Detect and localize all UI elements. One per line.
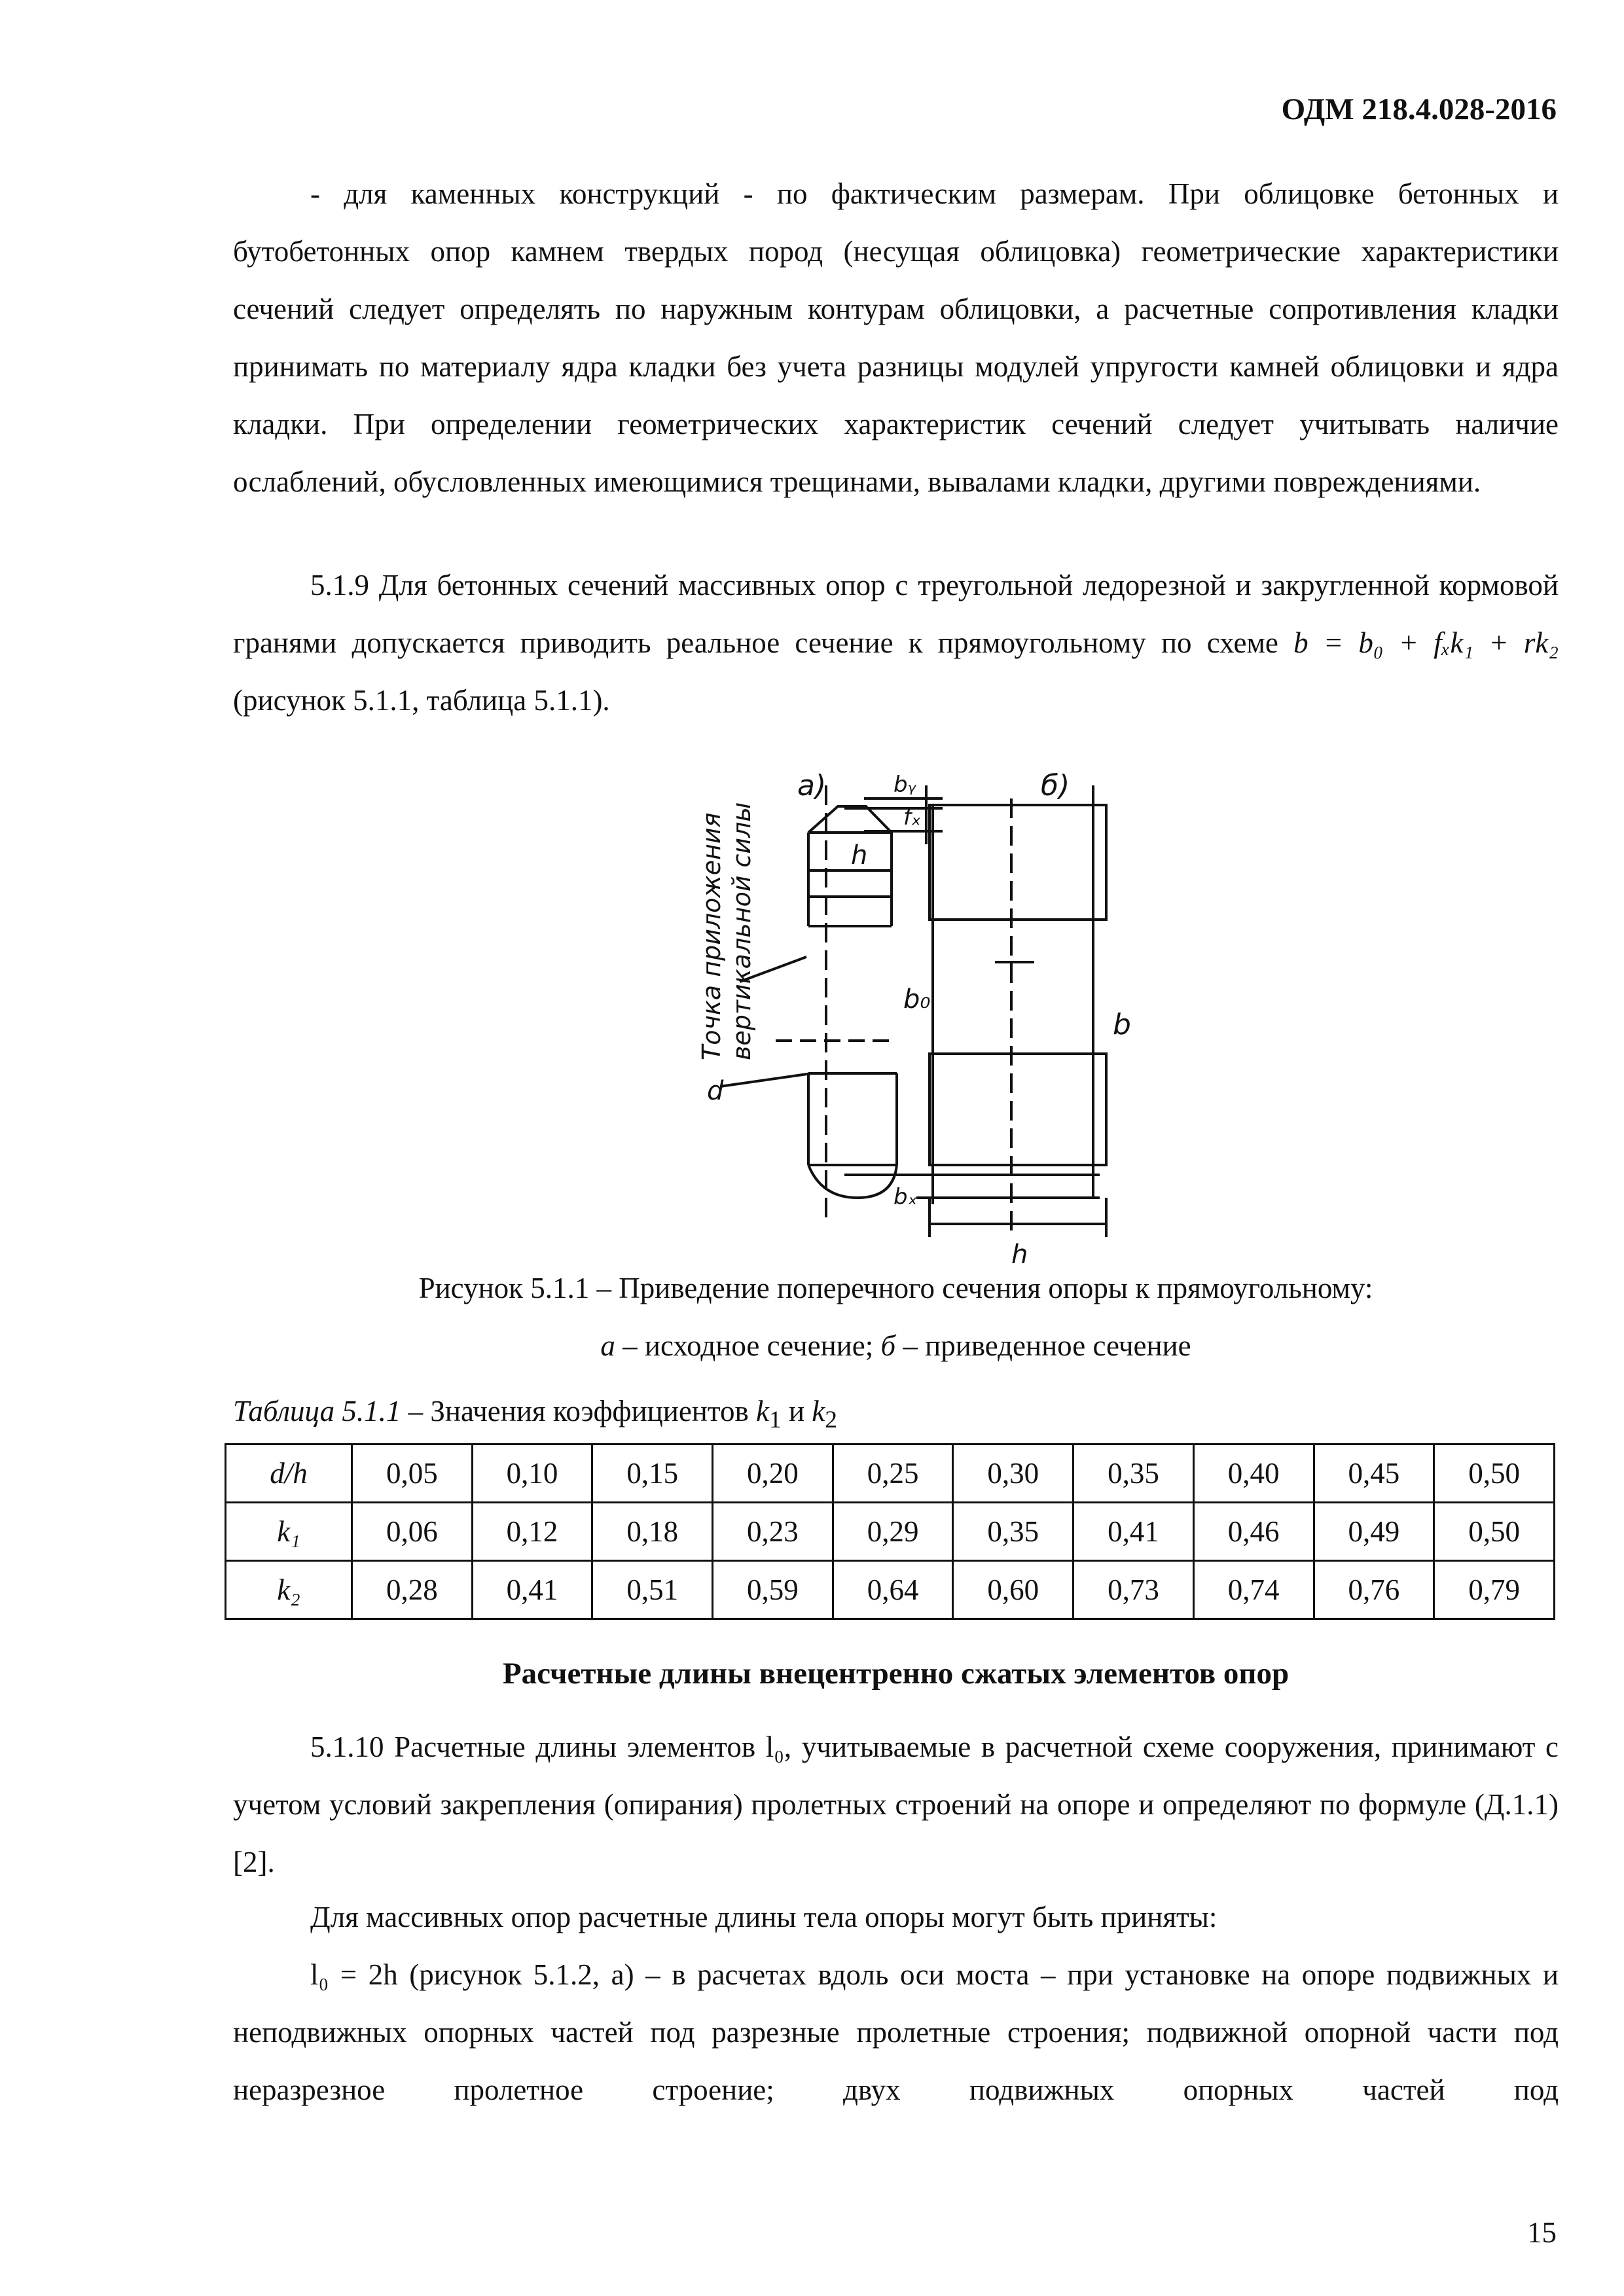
figure-label-b: б) [1041, 769, 1070, 802]
table-cell: 0,29 [833, 1503, 953, 1561]
table-cell: 0,76 [1314, 1561, 1434, 1619]
figure-label-a: а) [797, 769, 827, 802]
dim-d: d [707, 1076, 724, 1106]
paragraph-text: 5.1.9 Для бетонных сечений массивных опор с треугольной ледорезной и закругленной кормовой гранями допускается приводить реальное сечение к прямоугольному по схеме [233, 569, 1559, 659]
table-row [226, 1503, 1555, 1561]
paragraph-masonry [233, 165, 1559, 511]
side-text-2: вертикальной силы [727, 802, 756, 1060]
table-cell: 0,74 [1193, 1561, 1314, 1619]
table-cell: 0,35 [1074, 1444, 1194, 1503]
row-label: d/h [226, 1444, 352, 1503]
table-title: Таблица 5.1.1 – Значения коэффициентов $k_1$ и $k_2$ [233, 1395, 838, 1433]
caption-mid: – исходное сечение; [615, 1329, 881, 1362]
table-title-text: – Значения коэффициентов [401, 1395, 756, 1427]
figure-5-1-1 [668, 746, 1257, 1270]
table-cell: 0,10 [472, 1444, 592, 1503]
figure-caption-line1: Рисунок 5.1.1 – Приведение поперечного сечения опоры к прямоугольному: [418, 1272, 1373, 1304]
paragraph-tail: (рисунок 5.1.1, таблица 5.1.1). [233, 684, 610, 717]
table-cell: 0,50 [1434, 1503, 1555, 1561]
dim-b: b [1113, 1008, 1131, 1041]
paragraph-massive-supports [233, 1888, 1559, 1946]
paragraph-text: l₀ = 2h (рисунок 5.1.2, а) – в расчетах вдоль оси моста – при установке на опоре подвижных и неподвижных опорных частей под разрезные пролетные строения; подвижной опорной части под неразрезное пролетное строение; двух подвижных опорных частей под [233, 1958, 1559, 2106]
figure-caption-line2 [233, 1329, 1559, 1363]
table-cell: 0,30 [953, 1444, 1074, 1503]
formula: b = b₀ + fₓk₁ + rk₂ [1293, 626, 1559, 659]
table-cell: 0,25 [833, 1444, 953, 1503]
dim-bx: bₓ [893, 1184, 918, 1210]
row-label: k₂ [226, 1561, 352, 1619]
table-cell: 0,59 [713, 1561, 833, 1619]
table-cell: 0,20 [713, 1444, 833, 1503]
section-b-bottom [929, 1054, 1106, 1165]
side-text-1: Точка приложения [697, 812, 726, 1060]
paragraph-text: Для массивных опор расчетные длины тела опоры могут быть приняты: [310, 1901, 1218, 1933]
table-cell: 0,51 [592, 1561, 713, 1619]
table-cell: 0,41 [1074, 1503, 1194, 1561]
dim-b0: b₀ [903, 984, 931, 1014]
section-title: Расчетные длины внецентренно сжатых элементов опор [502, 1657, 1290, 1691]
paragraph-l0-2h [233, 1946, 1559, 2119]
table-cell: 0,23 [713, 1503, 833, 1561]
coefficients-table [225, 1443, 1555, 1620]
caption-end: – приведенное сечение [895, 1329, 1191, 1362]
page-number: 15 [1527, 2216, 1557, 2249]
document-code: ОДМ 218.4.028-2016 [1281, 92, 1557, 126]
table-cell: 0,79 [1434, 1561, 1555, 1619]
table-cell: 0,28 [352, 1561, 473, 1619]
table-title-number: Таблица 5.1.1 [233, 1395, 401, 1427]
table-row [226, 1444, 1555, 1503]
table-cell: 0,18 [592, 1503, 713, 1561]
table-cell: 0,60 [953, 1561, 1074, 1619]
dim-h-a: h [851, 840, 868, 870]
paragraph-5-1-9 [233, 556, 1559, 729]
table-cell: 0,06 [352, 1503, 473, 1561]
table-cell: 0,35 [953, 1503, 1074, 1561]
table-cell: 0,64 [833, 1561, 953, 1619]
table-cell: 0,05 [352, 1444, 473, 1503]
caption-a: а [600, 1329, 615, 1362]
table-title-and: и [781, 1395, 812, 1427]
table-cell: 0,15 [592, 1444, 713, 1503]
dim-by: bᵧ [893, 772, 916, 798]
dim-h-b: h [1011, 1240, 1028, 1270]
paragraph-5-1-10 [233, 1718, 1559, 1891]
table-cell: 0,12 [472, 1503, 592, 1561]
table-cell: 0,49 [1314, 1503, 1434, 1561]
section-b-top [929, 805, 1106, 920]
caption-b: б [880, 1329, 896, 1362]
table-cell: 0,45 [1314, 1444, 1434, 1503]
table-cell: 0,41 [472, 1561, 592, 1619]
cross-section-diagram [668, 746, 1257, 1270]
table-cell: 0,73 [1074, 1561, 1194, 1619]
paragraph-text: 5.1.10 Расчетные длины элементов l₀, учитываемые в расчетной схеме сооружения, принимают с учетом условий закрепления (опирания) пролетных строений на опоре и определяют по формуле (Д.1.1) [2]. [233, 1731, 1559, 1878]
table-cell: 0,40 [1193, 1444, 1314, 1503]
dim-fx: fₓ [903, 804, 922, 831]
table-cell: 0,46 [1193, 1503, 1314, 1561]
paragraph-text: - для каменных конструкций - по фактическим размерам. При облицовке бетонных и бутобетонных опор камнем твердых пород (несущая облицовка) геометрические характеристики сечений следует определять по наружным контурам облицовки, а расчетные сопротивления кладки принимать по материалу ядра кладки без учета разницы модулей упругости камней облицовки и ядра кладки. При определении геометрических характеристик сечений следует учитывать наличие ослаблений, обусловленных имеющимися трещинами, вывалами кладки, другими повреждениями. [233, 177, 1559, 498]
row-label: k₁ [226, 1503, 352, 1561]
table-cell: 0,50 [1434, 1444, 1555, 1503]
table-row [226, 1561, 1555, 1619]
section-a-top [808, 806, 892, 833]
